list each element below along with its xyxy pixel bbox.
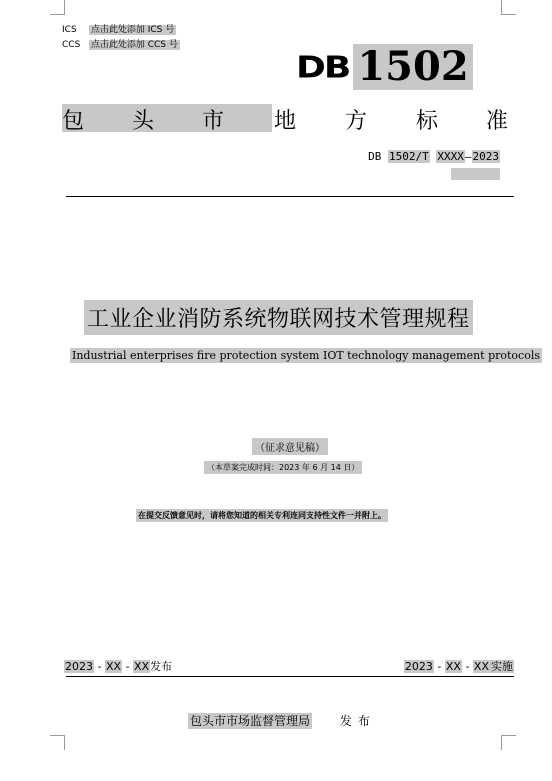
impl-suffix: 实施 — [491, 660, 513, 673]
title-chinese[interactable]: 工业企业消防系统物联网技术管理规程 — [84, 300, 473, 335]
ics-row — [62, 24, 176, 36]
publisher — [188, 712, 376, 729]
db-code[interactable]: 1502 — [353, 44, 472, 90]
draft-label[interactable]: （征求意见稿） — [252, 438, 328, 455]
ics-label: ICS — [62, 25, 77, 35]
ccs-label: CCS — [62, 40, 81, 50]
category-char: 方 — [345, 109, 368, 134]
crop-mark-top-left — [50, 0, 65, 15]
issue-date — [64, 658, 172, 674]
impl-month[interactable]: XX — [445, 660, 461, 673]
footer-rule — [66, 676, 514, 677]
db-mark: DB — [296, 49, 350, 85]
standard-category — [62, 104, 512, 132]
patent-notice[interactable]: 在提交反馈意见时，请将您知道的相关专利连同支持性文件一并附上。 — [138, 511, 386, 520]
category-char: 标 — [416, 109, 439, 134]
ics-field[interactable]: 点击此处添加 ICS 号 — [90, 25, 175, 35]
std-year[interactable]: 2023 — [472, 150, 499, 163]
issue-suffix: 发布 — [150, 660, 173, 673]
header-rule — [66, 196, 514, 197]
category-highlight — [62, 104, 272, 132]
date-separator: - — [437, 660, 442, 673]
db-logo — [296, 45, 473, 89]
std-code[interactable]: 1502/T — [389, 150, 429, 163]
category-char: 包 — [62, 109, 85, 134]
std-dash: — — [464, 150, 472, 163]
issue-year[interactable]: 2023 — [65, 660, 93, 673]
standard-number — [368, 150, 500, 163]
crop-mark-bottom-right — [501, 735, 516, 750]
ccs-row — [62, 39, 180, 51]
category-char: 头 — [132, 109, 155, 134]
impl-day[interactable]: XX — [473, 660, 489, 673]
category-char: 准 — [486, 109, 509, 134]
issue-day[interactable]: XX — [134, 660, 150, 673]
publisher-action: 发布 — [339, 714, 376, 728]
ccs-field[interactable]: 点击此处添加 CCS 号 — [90, 40, 178, 50]
replaced-standard-field[interactable] — [451, 168, 500, 180]
date-separator: - — [125, 660, 130, 673]
category-char: 地 — [274, 109, 297, 134]
implementation-date — [404, 658, 514, 674]
std-prefix: DB — [368, 150, 382, 163]
date-separator: - — [465, 660, 470, 673]
impl-year[interactable]: 2023 — [404, 660, 433, 673]
std-serial[interactable]: XXXX — [437, 150, 464, 163]
title-english[interactable]: Industrial enterprises fire protection system IOT technology management protocols — [72, 349, 540, 362]
issue-month[interactable]: XX — [105, 660, 122, 673]
crop-mark-top-right — [501, 0, 516, 15]
crop-mark-bottom-left — [50, 735, 65, 750]
draft-completion-date[interactable]: （本草案完成时间：2023 年 6 月 14 日） — [204, 461, 362, 474]
publisher-name[interactable]: 包头市市场监督管理局 — [190, 714, 311, 728]
category-char: 市 — [202, 109, 225, 134]
date-separator: - — [97, 660, 102, 673]
